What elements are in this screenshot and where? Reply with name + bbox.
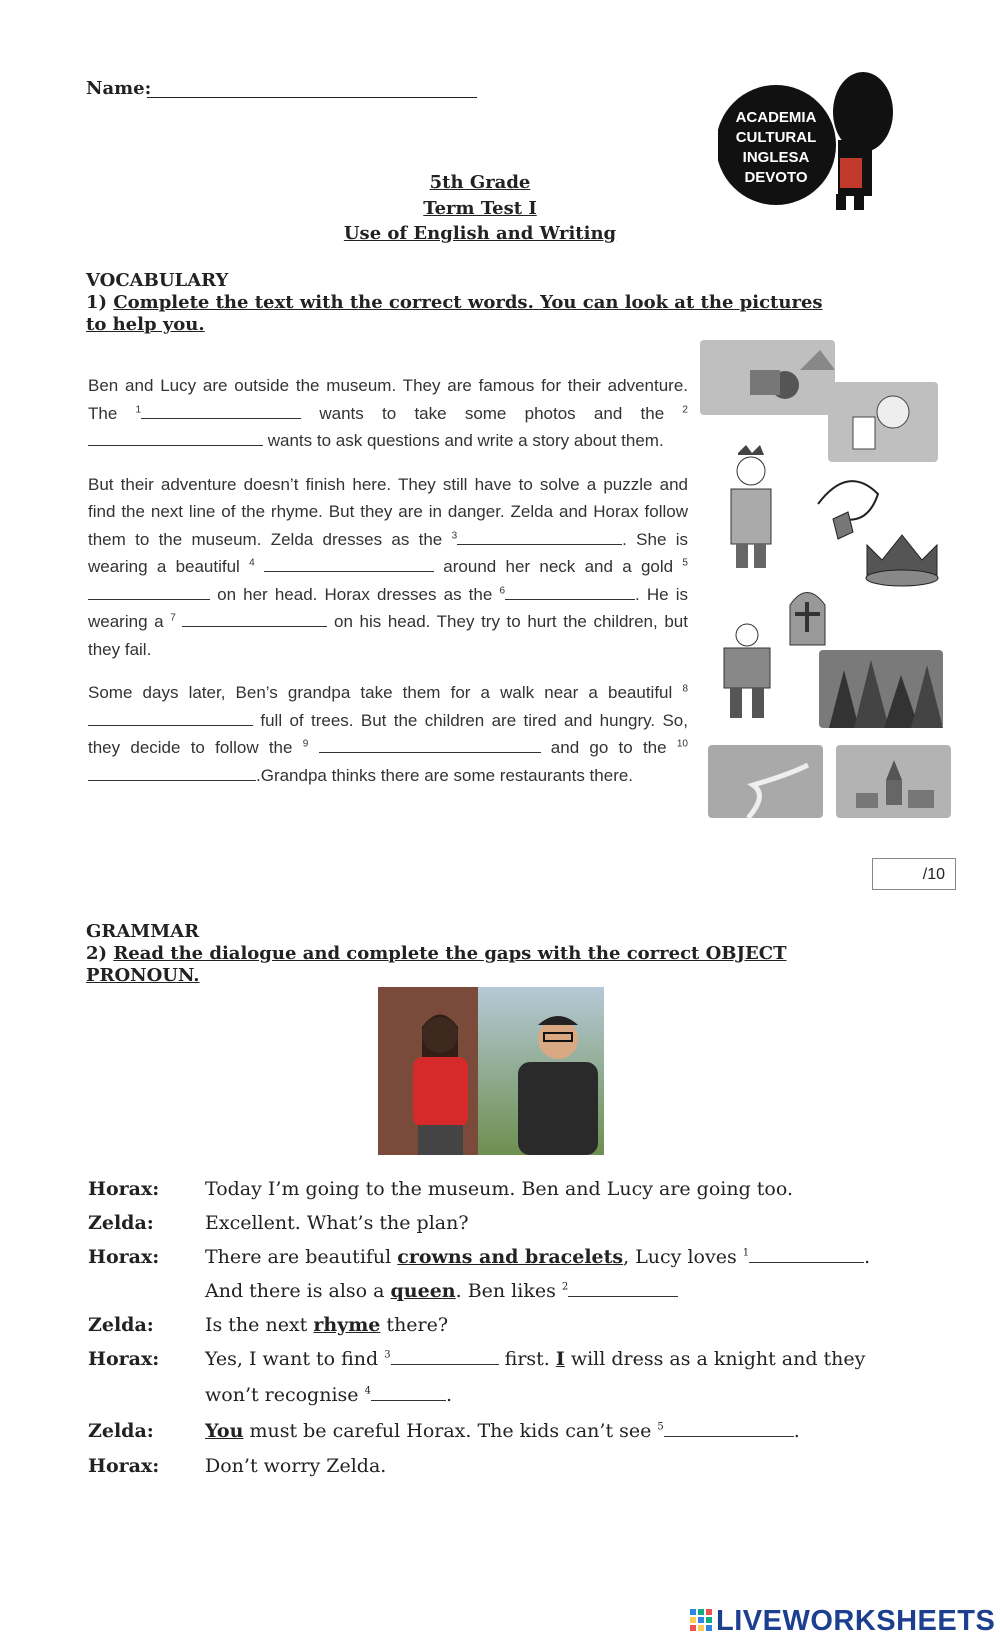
- vocab-paragraph-3: [88, 679, 688, 789]
- line3-end: .: [864, 1246, 871, 1268]
- line6-text-3: will dress as a knight and they: [564, 1348, 866, 1370]
- gap-5-input[interactable]: [88, 585, 210, 600]
- grammar-instruction: [86, 943, 806, 987]
- gap-9-input[interactable]: [319, 738, 541, 753]
- line7-text-1: won’t recognise: [205, 1384, 365, 1406]
- characters-picture: [378, 987, 604, 1155]
- speaker-horax: Horax:: [88, 1348, 160, 1370]
- gap-number-5: 5: [682, 557, 688, 569]
- pronoun-gap-number-1: 1: [742, 1247, 750, 1259]
- line4-text-2: . Ben likes: [455, 1280, 562, 1302]
- gap-number-3: 3: [451, 529, 458, 541]
- vocabulary-text: [88, 372, 688, 805]
- path-picture: [708, 745, 823, 818]
- dialogue-line-1: Today I’m going to the museum. Ben and Lucy are going too.: [205, 1178, 794, 1200]
- p1-text-a: Ben and Lucy are outside the museum. They are famous for their adventure. The: [88, 376, 688, 423]
- village-picture: [836, 745, 951, 818]
- knight-icon: [712, 620, 782, 720]
- gap-6-input[interactable]: [505, 585, 635, 600]
- helmet-picture: [785, 580, 830, 650]
- camera-icon: [700, 340, 835, 415]
- line4-emphasis: queen: [390, 1280, 456, 1302]
- queen-picture: [716, 445, 786, 570]
- line6-text-1: Yes, I want to find: [205, 1348, 385, 1370]
- liveworksheets-grid-icon: [690, 1607, 714, 1635]
- line5-text-1: Is the next: [205, 1314, 314, 1336]
- gap-1-input[interactable]: [141, 404, 301, 419]
- dialogue-line-4: [205, 1280, 678, 1302]
- gap-number-2: 2: [682, 403, 688, 415]
- name-label: Name: [86, 78, 145, 99]
- gap-10-input[interactable]: [88, 766, 256, 781]
- gap-number-6: 6: [499, 584, 506, 596]
- gap-3-input[interactable]: [457, 530, 622, 545]
- dialogue-line-6: [205, 1348, 865, 1370]
- path-icon: [708, 745, 823, 818]
- speaker-horax: Horax:: [88, 1178, 160, 1200]
- gap-2-input[interactable]: [88, 431, 263, 446]
- p2-text-f: on his head. They try to hurt the children, but they fail.: [88, 612, 688, 659]
- speaker-horax: Horax:: [88, 1455, 160, 1477]
- name-field-label: [86, 78, 151, 99]
- p3-text-b: full of trees. But the children are tired and hungry. So, they decide to follow the: [88, 710, 688, 757]
- name-input-line[interactable]: [147, 97, 477, 98]
- helmet-icon: [785, 580, 830, 650]
- grammar-instruction-number: 2): [86, 943, 108, 964]
- zelda-horax-icon: [378, 987, 604, 1155]
- gap-number-7: 7: [170, 612, 176, 624]
- logo-line-2: CULTURAL: [735, 129, 817, 146]
- pronoun-gap-4-input[interactable]: [371, 1386, 446, 1401]
- pronoun-gap-2-input[interactable]: [568, 1282, 678, 1297]
- logo-line-4: DEVOTO: [744, 169, 808, 186]
- line8-emphasis: You: [205, 1420, 244, 1442]
- line4-text-1: And there is also a: [205, 1280, 391, 1302]
- crown-picture: [862, 530, 942, 590]
- grammar-heading: GRAMMAR: [86, 921, 200, 942]
- line5-text-2: there?: [380, 1314, 449, 1336]
- school-logo: [718, 70, 908, 220]
- name-colon: :: [144, 78, 152, 99]
- photographer-picture: [700, 340, 835, 415]
- instruction-number: 1): [86, 292, 108, 313]
- queen-icon: [716, 445, 786, 570]
- dialogue-line-2: Excellent. What’s the plan?: [205, 1212, 469, 1234]
- logo-text: [718, 108, 834, 188]
- instruction-text: Complete the text with the correct words. You can look at the pictures to help you.: [86, 292, 823, 335]
- title-subject: Use of English and Writing: [343, 223, 617, 244]
- p3-text-a: Some days later, Ben’s grandpa take them for a walk near a beautiful: [88, 683, 673, 702]
- pronoun-gap-number-5: 5: [657, 1421, 664, 1433]
- pronoun-gap-number-4: 4: [364, 1385, 371, 1397]
- p3-text-c: and go to the: [550, 738, 667, 757]
- p2-text-a: But their adventure doesn’t finish here. They still have to solve a puzzle and find the next line of the rhyme. But they are in danger. Zelda and Horax follow them to the museum. Zelda dresses as the: [88, 474, 688, 549]
- title-grade: 5th Grade: [429, 172, 531, 193]
- gap-number-10: 10: [676, 738, 688, 750]
- liveworksheets-logo: [690, 1604, 995, 1638]
- p1-text-c: wants to ask questions and write a story about them.: [267, 431, 664, 450]
- p3-text-d: .Grandpa thinks there are some restaurants there.: [256, 765, 634, 785]
- line3-text-2: , Lucy loves: [623, 1246, 743, 1268]
- p1-text-b: wants to take some photos and the: [319, 403, 665, 423]
- vocab-paragraph-2: [88, 471, 688, 664]
- liveworksheets-brand-text: LIVEWORKSHEETS: [716, 1604, 996, 1637]
- pronoun-gap-number-3: 3: [384, 1349, 391, 1361]
- line8-end: .: [793, 1420, 800, 1442]
- dialogue-line-9: Don’t worry Zelda.: [205, 1455, 387, 1477]
- gap-8-input[interactable]: [88, 711, 253, 726]
- speaker-horax: Horax:: [88, 1246, 160, 1268]
- line6-emphasis: I: [555, 1348, 565, 1370]
- speaker-zelda: Zelda:: [88, 1420, 154, 1442]
- gap-7-input[interactable]: [182, 612, 327, 627]
- gap-number-8: 8: [682, 683, 688, 695]
- pronoun-gap-5-input[interactable]: [664, 1422, 794, 1437]
- dialogue-line-8: [205, 1420, 800, 1442]
- gap-number-4: 4: [249, 557, 255, 569]
- journalist-picture: [828, 382, 938, 462]
- pronoun-gap-1-input[interactable]: [749, 1248, 864, 1263]
- vocabulary-instruction: [86, 292, 846, 336]
- pronoun-gap-number-2: 2: [561, 1281, 569, 1293]
- dialogue-line-3: [205, 1246, 870, 1268]
- gap-number-9: 9: [302, 738, 309, 750]
- score-box[interactable]: [872, 858, 956, 890]
- p2-text-d: on her head. Horax dresses as the: [217, 584, 493, 604]
- p2-text-c: around her neck and a gold: [443, 557, 674, 576]
- logo-line-3: INGLESA: [742, 149, 810, 166]
- vocab-paragraph-1: [88, 372, 688, 455]
- speaker-zelda: Zelda:: [88, 1314, 154, 1336]
- score-label: /10: [922, 866, 945, 883]
- line7-end: .: [445, 1384, 452, 1406]
- notebook-icon: [828, 382, 938, 462]
- dialogue-line-7: [205, 1384, 452, 1406]
- speaker-zelda: Zelda:: [88, 1212, 154, 1234]
- line6-text-2: first.: [498, 1348, 556, 1370]
- title-term: Term Test I: [423, 198, 537, 219]
- grammar-instruction-text: Read the dialogue and complete the gaps with the correct OBJECT PRONOUN.: [86, 943, 787, 986]
- knight-picture: [712, 620, 782, 720]
- crown-icon: [862, 530, 942, 590]
- line8-text-1: must be careful Horax. The kids can’t see: [243, 1420, 658, 1442]
- p2-text-b: . She is wearing a beautiful: [88, 529, 688, 576]
- church-icon: [836, 745, 951, 818]
- gap-4-input[interactable]: [264, 557, 434, 572]
- logo-line-1: ACADEMIA: [735, 109, 817, 126]
- line3-text-1: There are beautiful: [205, 1246, 398, 1268]
- vocabulary-heading: VOCABULARY: [86, 270, 229, 291]
- line5-emphasis: rhyme: [313, 1314, 381, 1336]
- dialogue-line-5: [205, 1314, 448, 1336]
- forest-picture: [819, 650, 943, 728]
- trees-icon: [819, 650, 943, 728]
- p2-text-e: . He is wearing a: [88, 584, 688, 631]
- line3-emphasis: crowns and bracelets: [397, 1246, 624, 1268]
- gap-number-1: 1: [135, 403, 142, 415]
- pronoun-gap-3-input[interactable]: [391, 1350, 499, 1365]
